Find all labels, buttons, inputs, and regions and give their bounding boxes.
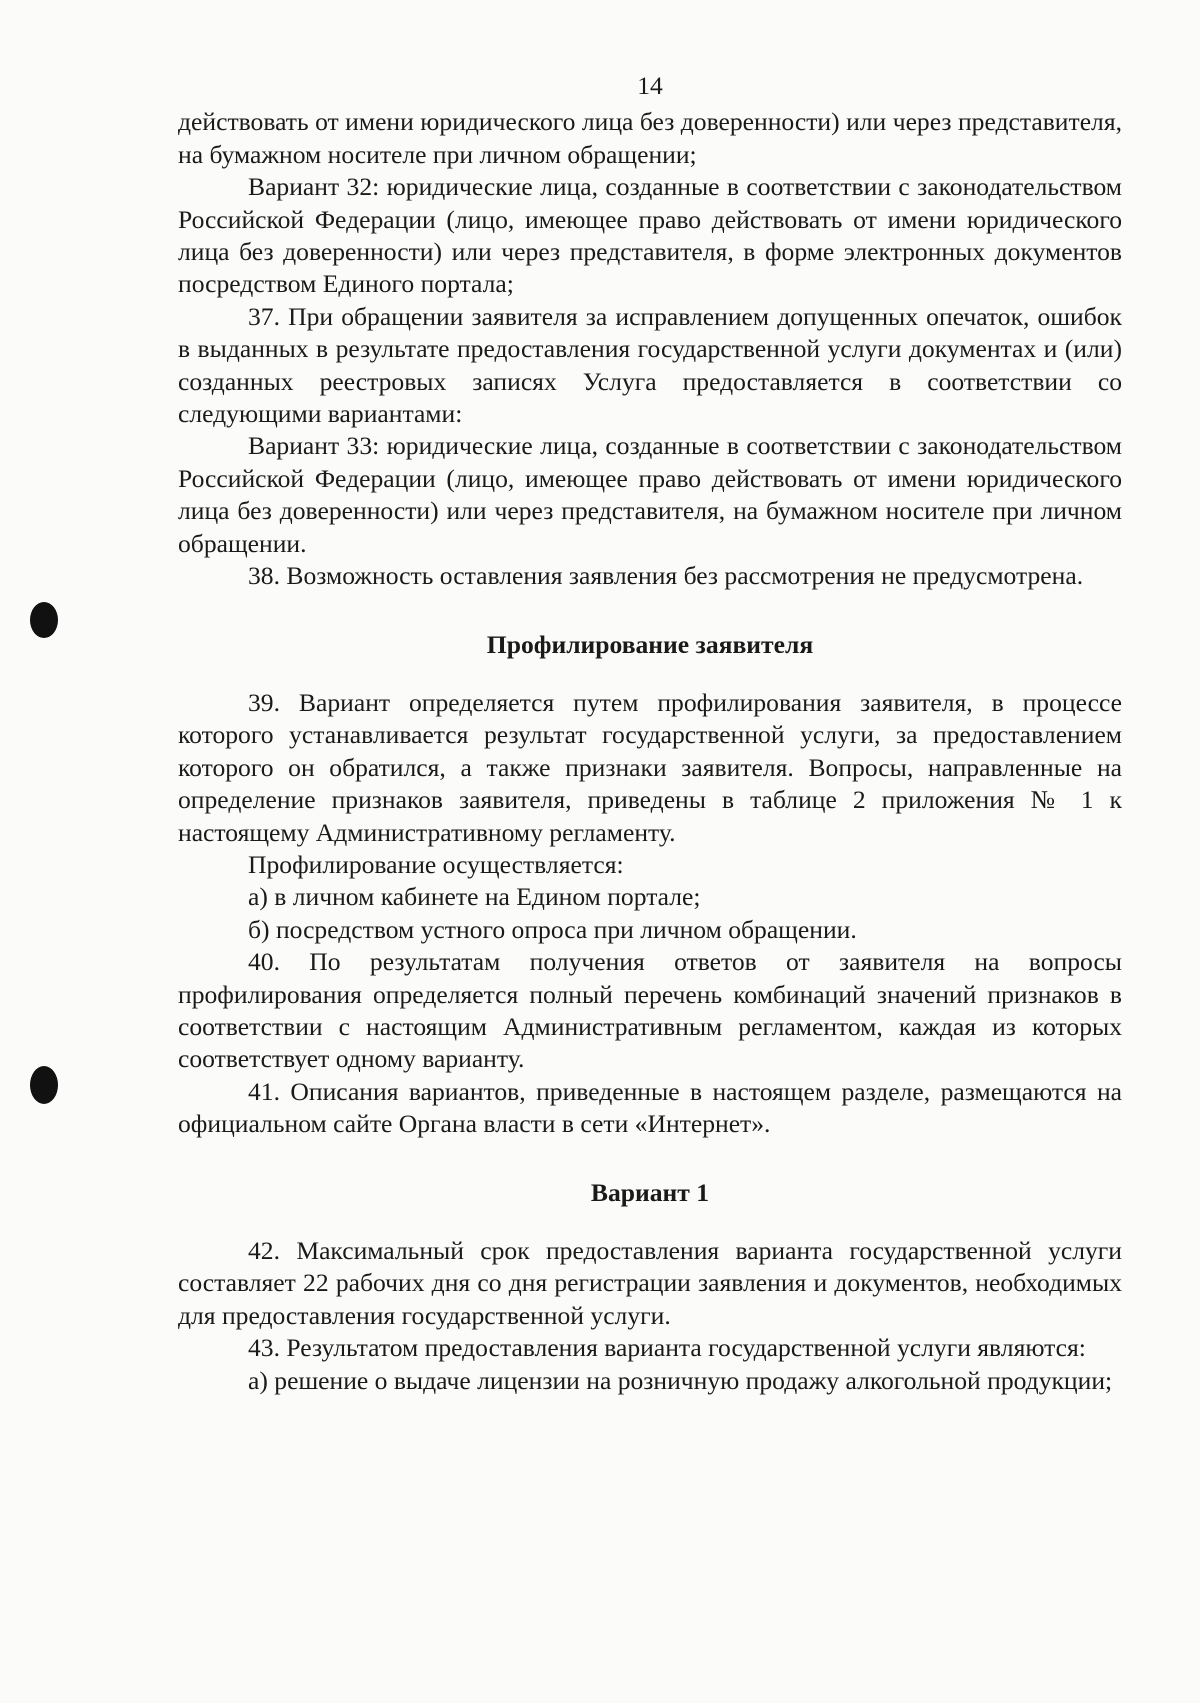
paragraph: 38. Возможность оставления заявления без рассмотрения не предусмотрена. — [248, 561, 1084, 591]
scan-hole-punch-mark — [30, 602, 58, 638]
paragraph: Профилирование осуществляется: — [248, 849, 624, 879]
paragraph: 37. При обращении заявителя за исправлением допущенных опечаток, ошибок в выданных в результате предоставления государственной услуги документах и (или) созданных реестровых записях Услуга предоставляется в соответствии со следующими вариантами: — [178, 301, 1122, 429]
scan-hole-punch-mark — [30, 1066, 58, 1104]
paragraph: 39. Вариант определяется путем профилирования заявителя, в процессе которого устанавливается результат государственной услуги, за предоставлением которого он обратился, а также признаки заявителя. Вопросы, направленные на определение признаков заявителя, приведены в таблице 2 приложения № 1 к настоящему Административному регламенту. — [178, 687, 1122, 847]
paragraph: действовать от имени юридического лица без доверенности) или через представителя, на бумажном носителе при личном обращении; — [178, 107, 1122, 169]
paragraph: 43. Результатом предоставления варианта государственной услуги являются: — [248, 1333, 1086, 1363]
list-item: а) в личном кабинете на Едином портале; — [248, 882, 701, 912]
section-heading: Профилирование заявителя — [486, 629, 814, 659]
list-item: а) решение о выдаче лицензии на розничную продажу алкогольной продукции; — [248, 1365, 1113, 1395]
paragraph: 41. Описания вариантов, приведенные в настоящем разделе, размещаются на официальном сайте Органа власти в сети «Интернет». — [178, 1076, 1122, 1139]
section-heading: Вариант 1 — [590, 1177, 710, 1207]
paragraph: 42. Максимальный срок предоставления варианта государственной услуги составляет 22 рабочих дня со дня регистрации заявления и документов, необходимых для предоставления государственной услуги. — [178, 1236, 1122, 1330]
paragraph: Вариант 33: юридические лица, созданные в соответствии с законодательством Российской Федерации (лицо, имеющее право действовать от имени юридического лица без доверенности) или через представителя, на бумажном носителе при личном обращении. — [178, 431, 1122, 558]
list-item: б) посредством устного опроса при личном обращении. — [248, 914, 857, 944]
document-page — [178, 70, 1122, 1397]
paragraph: 40. По результатам получения ответов от заявителя на вопросы профилирования определяется полный перечень комбинаций значений признаков в соответствии с настоящим Административным регламентом, каждая из которых соответствует одному варианту. — [178, 947, 1122, 1074]
paragraph: Вариант 32: юридические лица, созданные в соответствии с законодательством Российской Федерации (лицо, имеющее право действовать от имени юридического лица без доверенности) или через представителя, в форме электронных документов посредством Единого портала; — [178, 172, 1122, 299]
page-number: 14 — [637, 71, 663, 100]
